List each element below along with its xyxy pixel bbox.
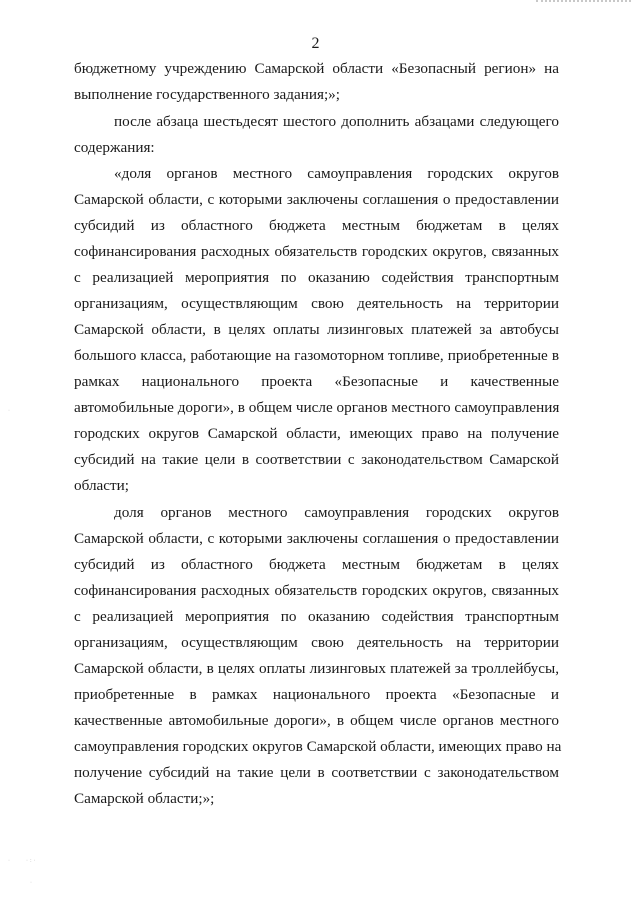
text-line: Самарской области, в целях оплаты лизинговых платежей за автобусы (74, 321, 559, 338)
text-line: содержания: (74, 139, 155, 156)
text-line: Самарской области, с которыми заключены соглашения о предоставлении (74, 530, 559, 547)
scan-artifact: · (8, 408, 12, 414)
text-line: субсидий из областного бюджета местным бюджетам в целях (74, 556, 559, 573)
text-line: выполнение государственного задания;»; (74, 86, 340, 103)
text-line: получение субсидий на такие цели в соответствии с законодательством (74, 764, 559, 781)
scan-artifact: · (8, 858, 12, 864)
scan-artifact: · (30, 880, 34, 886)
text-line: качественные автомобильные дороги», в общем числе органов местного (74, 712, 559, 729)
scan-artifact: ·:· (26, 858, 38, 864)
text-line: бюджетному учреждению Самарской области «Безопасный регион» на (74, 60, 559, 77)
text-line: организациям, осуществляющим свою деятельность на территории (74, 295, 559, 312)
text-line: с реализацией мероприятия по оказанию содействия транспортным (74, 608, 559, 625)
text-line: рамках национального проекта «Безопасные и качественные (74, 373, 559, 390)
text-line: автомобильные дороги», в общем числе органов местного самоуправления (74, 399, 560, 416)
text-line: субсидий из областного бюджета местным бюджетам в целях (74, 217, 559, 234)
text-line: с реализацией мероприятия по оказанию содействия транспортным (74, 269, 559, 286)
text-line: области; (74, 477, 129, 494)
text-line: «доля органов местного самоуправления городских округов (114, 165, 559, 182)
text-line: самоуправления городских округов Самарской области, имеющих право на (74, 738, 562, 755)
text-line: после абзаца шестьдесят шестого дополнить абзацами следующего (114, 113, 559, 130)
scan-edge-dots (536, 0, 631, 5)
text-line: софинансирования расходных обязательств городских округов, связанных (74, 582, 559, 599)
text-line: субсидий на такие цели в соответствии с законодательством Самарской (74, 451, 559, 468)
text-line: организациям, осуществляющим свою деятельность на территории (74, 634, 559, 651)
text-line: Самарской области, в целях оплаты лизинговых платежей за троллейбусы, (74, 660, 559, 677)
text-line: Самарской области, с которыми заключены соглашения о предоставлении (74, 191, 559, 208)
text-line: большого класса, работающие на газомоторном топливе, приобретенные в (74, 347, 559, 364)
page-number: 2 (311, 35, 320, 52)
text-line: Самарской области;»; (74, 790, 215, 807)
text-line: городских округов Самарской области, имеющих право на получение (74, 425, 559, 442)
text-line: доля органов местного самоуправления городских округов (114, 504, 559, 521)
text-line: софинансирования расходных обязательств городских округов, связанных (74, 243, 559, 260)
text-line: приобретенные в рамках национального проекта «Безопасные и (74, 686, 559, 703)
